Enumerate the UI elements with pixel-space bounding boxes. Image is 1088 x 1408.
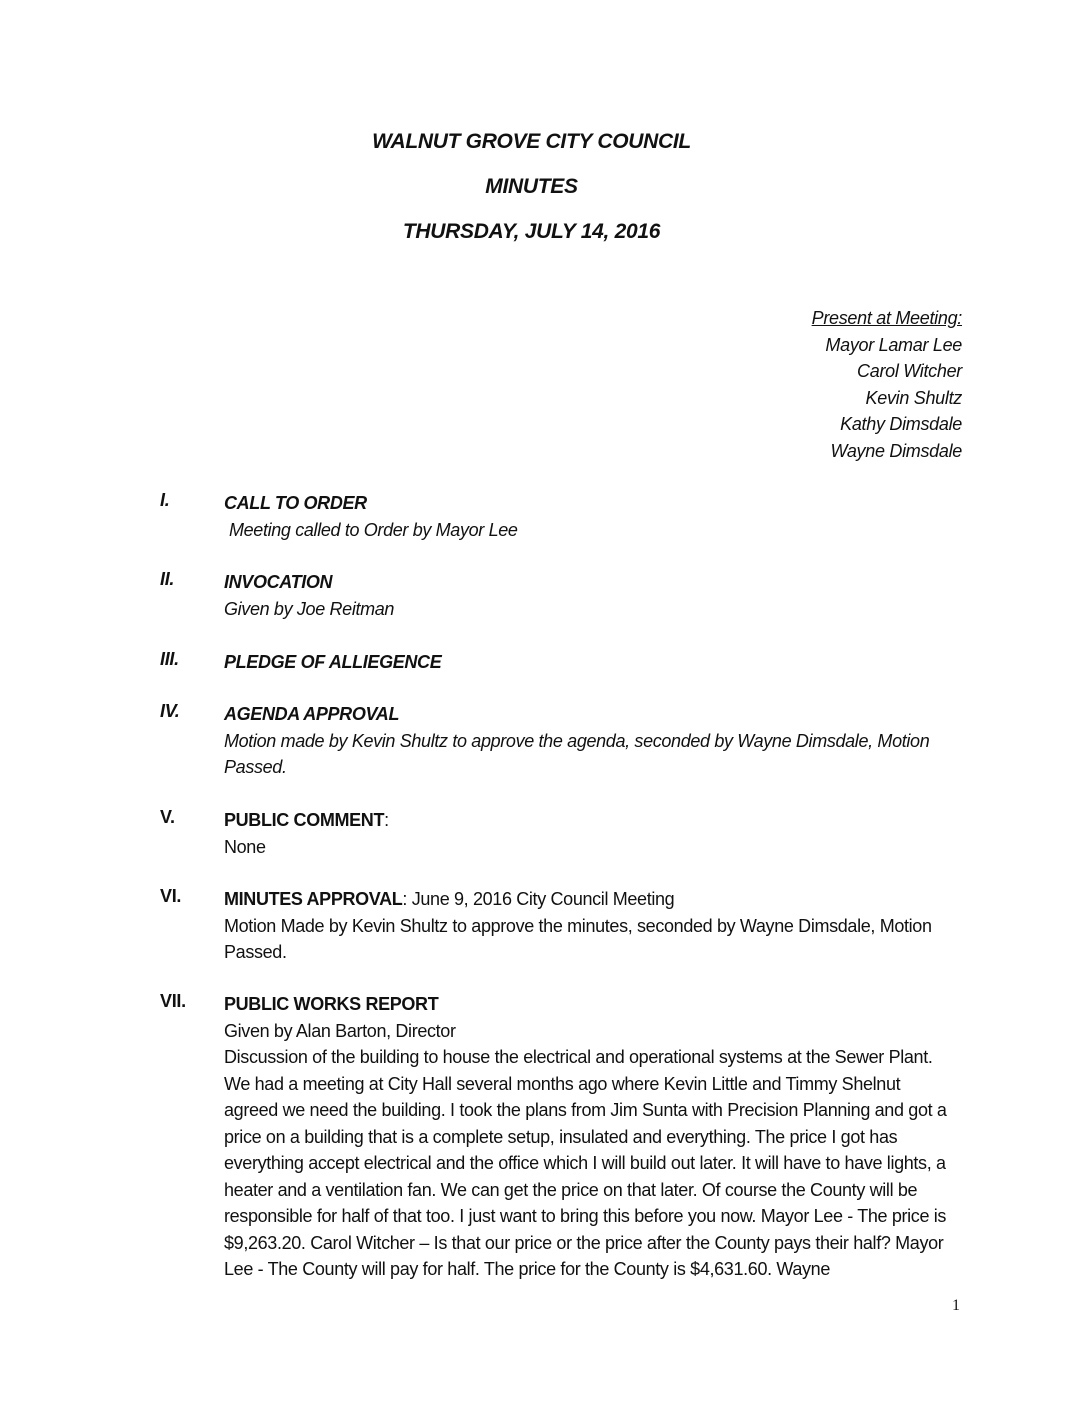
attendee: Wayne Dimsdale bbox=[830, 440, 962, 461]
attendance-list bbox=[812, 305, 962, 464]
attendee: Kevin Shultz bbox=[865, 387, 962, 408]
section-number: VI. bbox=[160, 886, 182, 906]
section-text: Given by Alan Barton, Director bbox=[224, 1020, 456, 1041]
section-number: II. bbox=[160, 569, 175, 589]
section-heading: AGENDA APPROVAL bbox=[224, 704, 400, 724]
section-text: None bbox=[224, 836, 266, 857]
attendee: Mayor Lamar Lee bbox=[825, 334, 962, 355]
section-text: Motion Made by Kevin Shultz to approve the minutes, seconded by Wayne Dimsdale, Motion Passed. bbox=[224, 915, 932, 962]
section-heading-suffix: : bbox=[384, 810, 389, 830]
section-number: I. bbox=[160, 490, 170, 510]
section-number: V. bbox=[160, 807, 175, 827]
section-heading: PLEDGE OF ALLIEGENCE bbox=[224, 652, 442, 672]
council-title: WALNUT GROVE CITY COUNCIL bbox=[372, 130, 691, 153]
attendee: Carol Witcher bbox=[857, 361, 962, 381]
section-number: IV. bbox=[160, 701, 180, 721]
section-text: Motion made by Kevin Shultz to approve the agenda, seconded by Wayne Dimsdale, Motion Passed. bbox=[224, 730, 930, 777]
page-number: 1 bbox=[952, 1297, 960, 1314]
section-heading: MINUTES APPROVAL bbox=[224, 889, 403, 909]
section-text: Meeting called to Order by Mayor Lee bbox=[229, 519, 518, 540]
section-text: Discussion of the building to house the electrical and operational systems at the Sewer Plant. We had a meeting at City Hall several months ago where Kevin Little and Timmy Shelnut agreed we need the building. I took the plans from Jim Sunta with Precision Planning and got a price on a building that is a complete setup, insulated and everything. The price I got has everything accept electrical and the office which I will build out later. It will have to have lights, a heater and a ventilation fan. We can get the price on that later. Of course the County will be responsible for half of that too. I just want to bring this before you now. Mayor Lee - The price is $9,263.20. Carol Witcher – Is that our price or the price after the County pays their half? Mayor Lee - The County will pay for half. The price for the County is $4,631.60. Wayne bbox=[224, 1047, 947, 1279]
attendee: Kathy Dimsdale bbox=[840, 414, 962, 434]
section-heading-suffix: : June 9, 2016 City Council Meeting bbox=[402, 889, 675, 909]
section-heading: CALL TO ORDER bbox=[224, 493, 367, 513]
meeting-date: THURSDAY, JULY 14, 2016 bbox=[402, 220, 661, 243]
section-number: III. bbox=[160, 649, 179, 669]
section-number: VII. bbox=[160, 991, 186, 1011]
section-text: Given by Joe Reitman bbox=[224, 598, 395, 619]
section-heading: PUBLIC COMMENT bbox=[224, 810, 385, 830]
attendance-heading: Present at Meeting: bbox=[811, 308, 962, 328]
section-heading: INVOCATION bbox=[224, 572, 333, 592]
section-heading: PUBLIC WORKS REPORT bbox=[224, 994, 439, 1014]
minutes-title: MINUTES bbox=[485, 175, 578, 198]
